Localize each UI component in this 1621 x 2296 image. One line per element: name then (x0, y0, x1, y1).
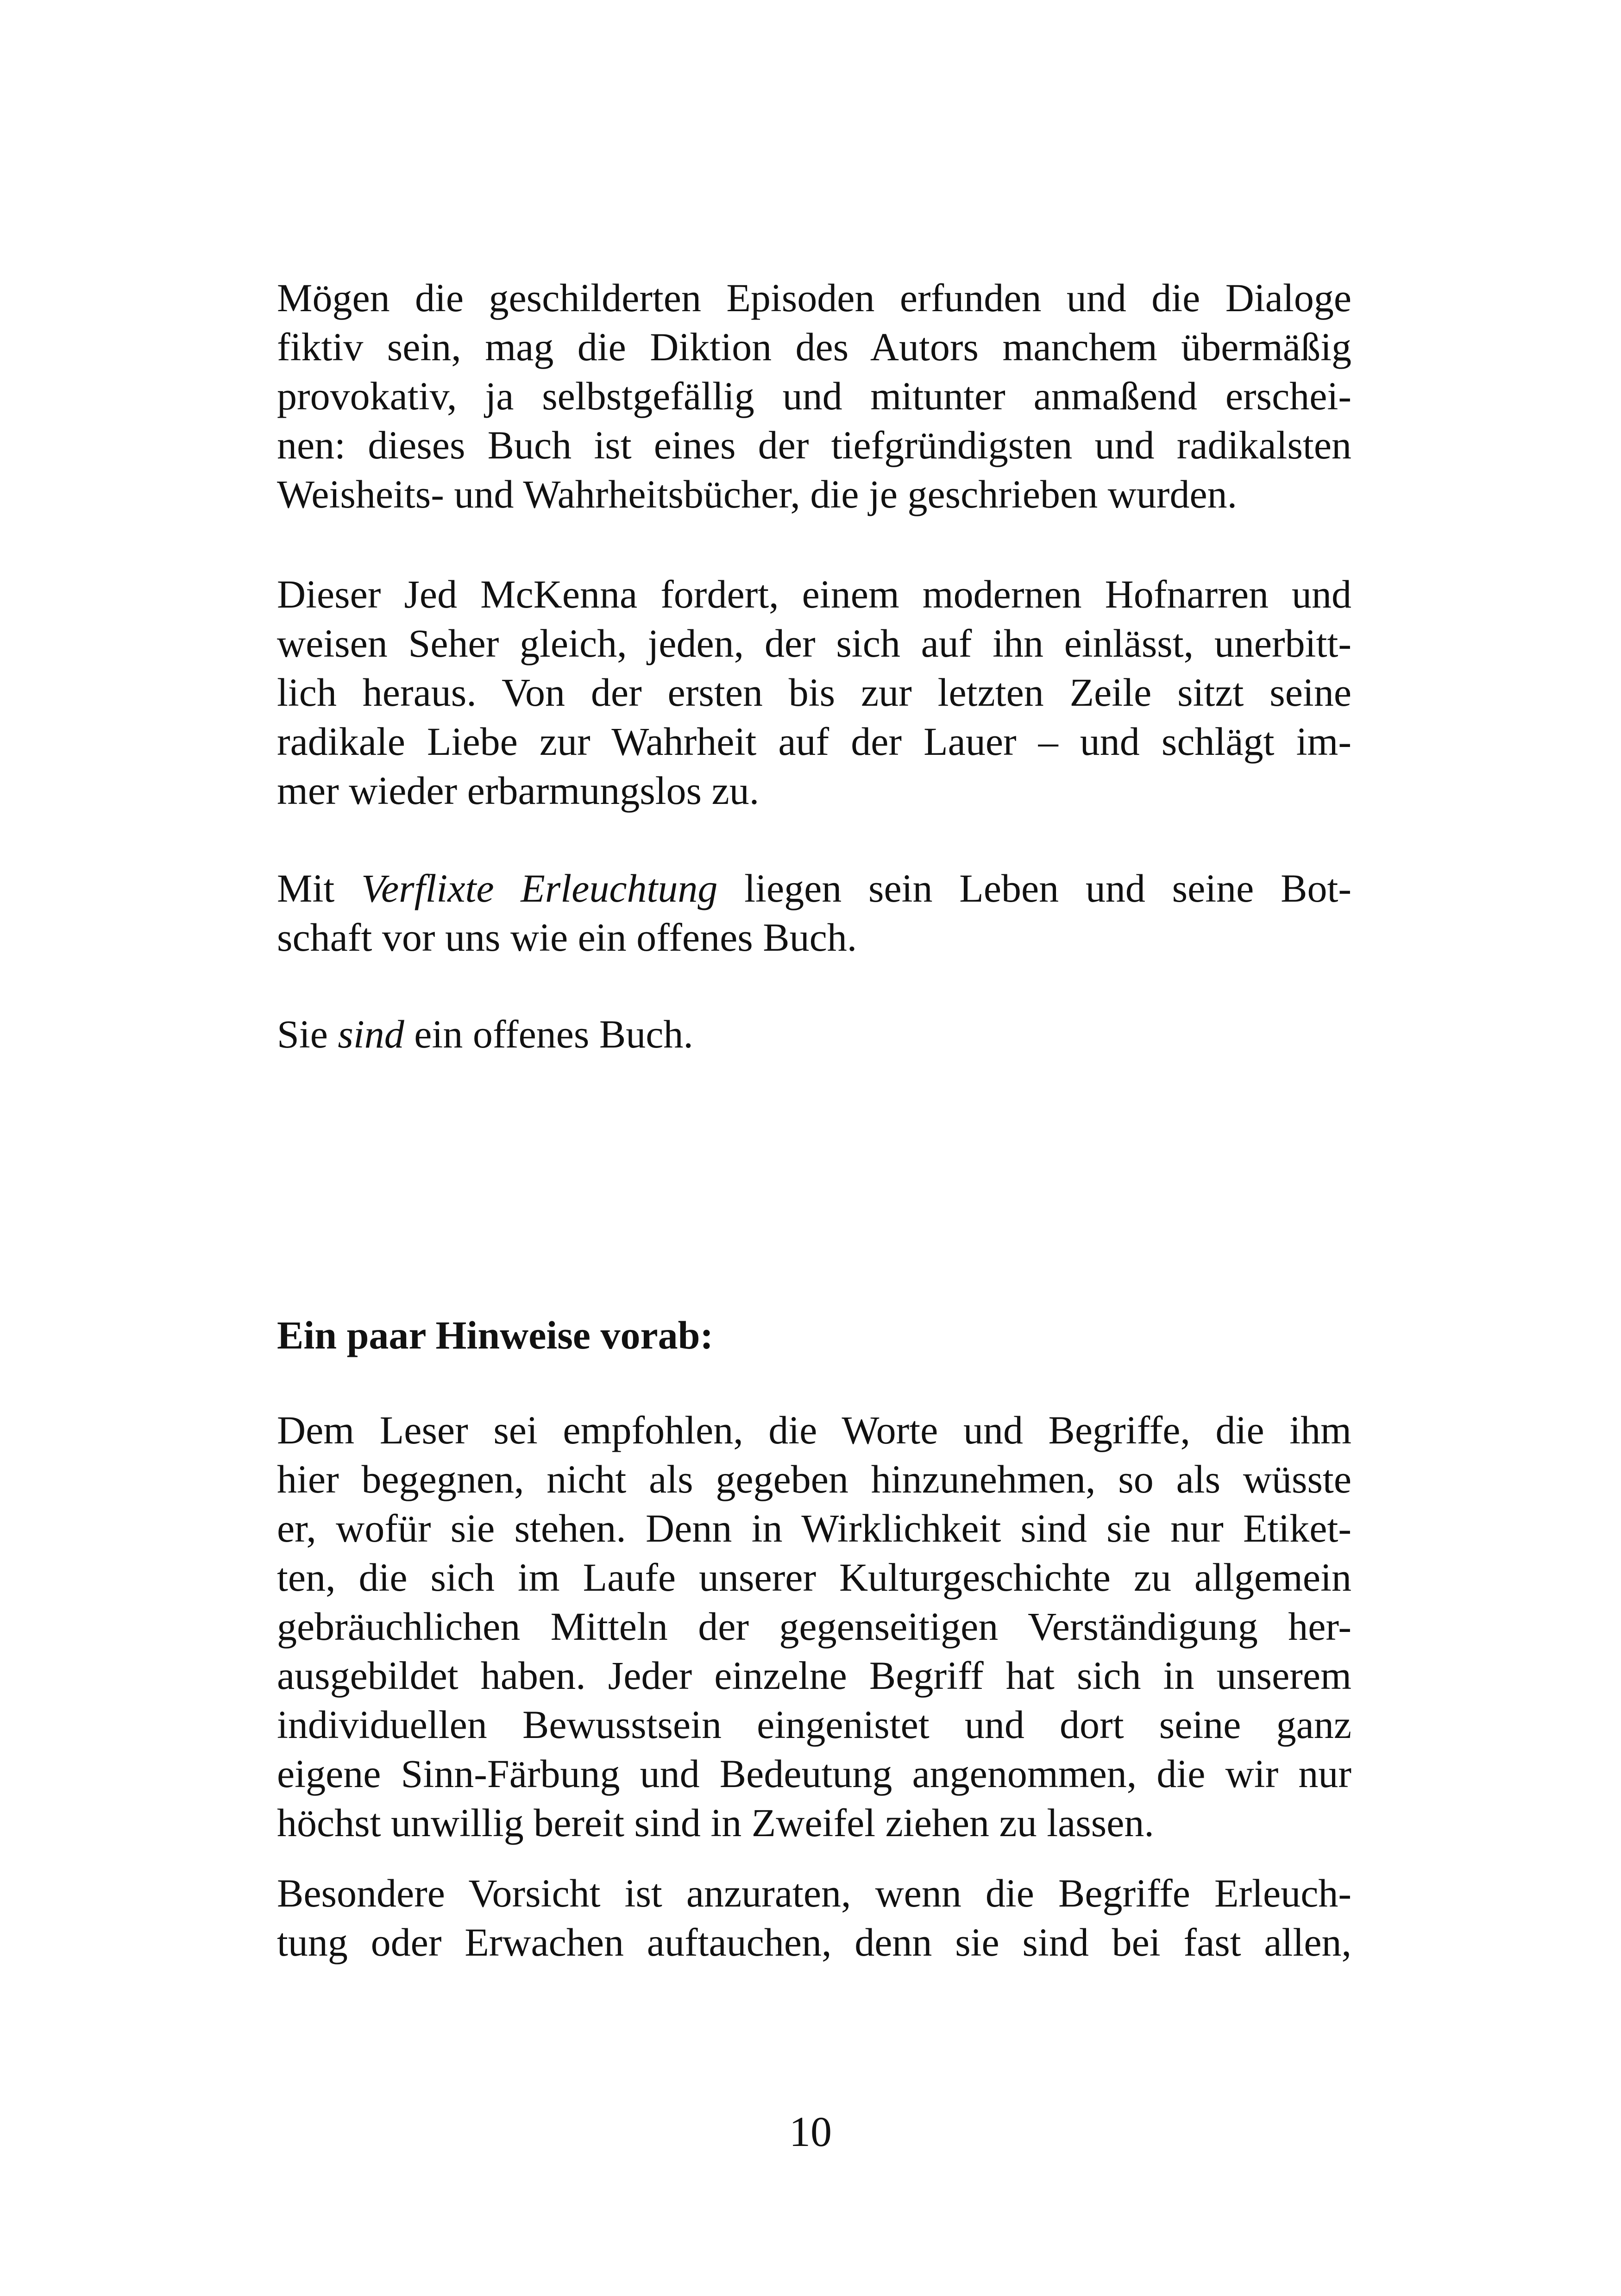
paragraph-line: schaft vor uns wie ein offenes Buch. (277, 915, 857, 960)
paragraph-line: nen: dieses Buch ist eines der tiefgründigsten und radikalsten (277, 423, 1351, 467)
paragraph-2 (277, 570, 1351, 815)
paragraph-line: Besondere Vorsicht ist anzuraten, wenn die Begriffe Erleuch- (277, 1871, 1351, 1915)
paragraph-line: Dem Leser sei empfohlen, die Worte und Begriffe, die ihm (277, 1408, 1351, 1452)
text-run: ein offenes Buch. (404, 1012, 693, 1056)
paragraph-line: individuellen Bewusstsein eingenistet und dort seine ganz (277, 1702, 1351, 1747)
paragraph-3 (277, 864, 1351, 962)
paragraph-line: mer wieder erbarmungslos zu. (277, 768, 760, 813)
paragraph-line (277, 1010, 1351, 1059)
paragraph-line: radikale Liebe zur Wahrheit auf der Lauer – und schlägt im- (277, 719, 1351, 764)
emphasis-italic: sind (338, 1012, 404, 1056)
paragraph-5 (277, 1405, 1351, 1847)
paragraph-line: weisen Seher gleich, jeden, der sich auf ihn einlässt, unerbitt- (277, 621, 1351, 665)
paragraph-line: fiktiv sein, mag die Diktion des Autors manchem übermäßig (277, 325, 1351, 369)
paragraph-line: Weisheits- und Wahrheitsbücher, die je geschrieben wurden. (277, 472, 1238, 516)
page-number: 10 (789, 2108, 832, 2155)
paragraph-line (277, 864, 1351, 913)
paragraph-line: provokativ, ja selbstgefällig und mitunter anmaßend erschei- (277, 374, 1351, 418)
paragraph-line: lich heraus. Von der ersten bis zur letzten Zeile sitzt seine (277, 670, 1351, 715)
paragraph-line: er, wofür sie stehen. Denn in Wirklichkeit sind sie nur Etiket- (277, 1506, 1351, 1550)
paragraph-line: eigene Sinn-Färbung und Bedeutung angenommen, die wir nur (277, 1751, 1351, 1796)
paragraph-line: ten, die sich im Laufe unserer Kulturgeschichte zu allgemein (277, 1555, 1351, 1600)
paragraph-line: gebräuchlichen Mitteln der gegenseitigen Verständigung her- (277, 1604, 1351, 1649)
paragraph-1 (277, 273, 1351, 519)
book-title-italic: Verflixte Erleuchtung (361, 866, 718, 910)
section-heading: Ein paar Hinweise vorab: (277, 1313, 714, 1357)
paragraph-line: höchst unwillig bereit sind in Zweifel ziehen zu lassen. (277, 1800, 1154, 1845)
paragraph-6 (277, 1869, 1351, 1967)
text-run: Mit (277, 866, 361, 910)
paragraph-4 (277, 1010, 1351, 1059)
paragraph-line: tung oder Erwachen auftauchen, denn sie sind bei fast allen, (277, 1920, 1351, 1964)
text-run: liegen sein Leben und seine Bot- (717, 866, 1351, 910)
paragraph-line: ausgebildet haben. Jeder einzelne Begriff hat sich in unserem (277, 1653, 1351, 1698)
paragraph-line: Mögen die geschilderten Episoden erfunden und die Dialoge (277, 276, 1351, 320)
paragraph-line: hier begegnen, nicht als gegeben hinzunehmen, so als wüsste (277, 1457, 1351, 1501)
text-run: Sie (277, 1012, 338, 1056)
paragraph-line: Dieser Jed McKenna fordert, einem modernen Hofnarren und (277, 572, 1351, 616)
